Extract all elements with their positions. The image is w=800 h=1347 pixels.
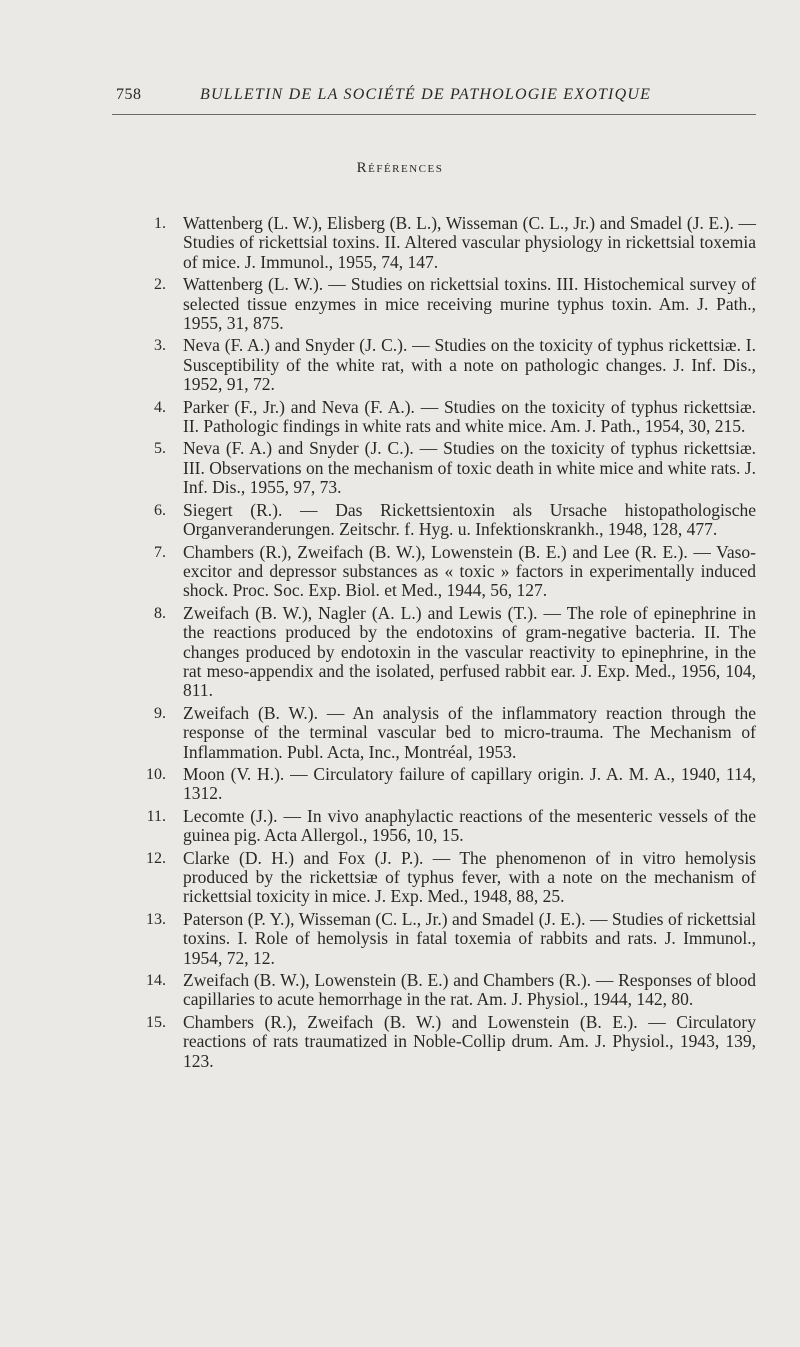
journal-title: BULLETIN DE LA SOCIÉTÉ DE PATHOLOGIE EXOTIQUE [200,86,652,103]
reference-number: 8. [154,604,166,622]
reference-number: 3. [154,337,166,355]
reference-text: Clarke (D. H.) and Fox (J. P.). — The phenomenon of in vitro hemolysis produced by the rickettsiæ of typhus fever, with a note on the mechanism of rickettsial toxicity in mice. J. Exp. Med., 1948, 88, 25. [183,847,756,907]
reference-item [126,910,756,968]
running-header [116,86,756,108]
reference-text: Wattenberg (L. W.). — Studies on rickettsial toxins. III. Histochemical survey of selected tissue enzymes in mice receiving murine typhus toxin. Am. J. Path., 1955, 31, 875. [183,274,756,334]
reference-item [126,501,756,540]
section-title: Références [356,160,444,176]
reference-text: Neva (F. A.) and Snyder (J. C.). — Studies on the toxicity of typhus rickettsiæ. III. Observations on the mechanism of toxic death in white mice and white rats. J. Inf. Dis., 1955, 97, 73. [183,438,756,498]
reference-number: 10. [146,765,166,783]
page-number: 758 [116,86,142,103]
reference-item [126,765,756,804]
reference-text: Lecomte (J.). — In vivo anaphylactic reactions of the mesenteric vessels of the guinea pig. Acta Allergol., 1956, 10, 15. [183,805,756,846]
reference-number: 5. [154,440,166,458]
reference-number: 11. [146,807,166,825]
reference-item [126,398,756,437]
reference-number: 14. [146,972,166,990]
reference-text: Neva (F. A.) and Snyder (J. C.). — Studies on the toxicity of typhus rickettsiæ. I. Susceptibility of the white rat, with a note on pathologic changes. J. Inf. Dis., 1952, 91, 72. [183,335,756,395]
reference-text: Chambers (R.), Zweifach (B. W.), Lowenstein (B. E.) and Lee (R. E.). — Vaso-excitor and depressor substances as « toxic » factors in experimentally induced shock. Proc. Soc. Exp. Biol. et Med., 1944, 56, 127. [183,541,756,601]
reference-item [126,336,756,394]
reference-item [126,275,756,333]
reference-number: 6. [154,501,166,519]
reference-number: 4. [154,398,166,416]
reference-text: Siegert (R.). — Das Rickettsientoxin als Ursache histopathologische Organveranderungen. Zeitschr. f. Hyg. u. Infektionskrankh., 1948, 128, 477. [183,499,756,540]
reference-number: 2. [154,276,166,294]
reference-text: Chambers (R.), Zweifach (B. W.) and Lowenstein (B. E.). — Circulatory reactions of rats traumatized in Noble-Collip drum. Am. J. Physiol., 1943, 139, 123. [183,1011,756,1071]
reference-item [126,543,756,601]
reference-item [126,604,756,701]
reference-item [126,439,756,497]
reference-number: 9. [154,704,166,722]
reference-item [126,807,756,846]
reference-text: Moon (V. H.). — Circulatory failure of capillary origin. J. A. M. A., 1940, 114, 1312. [183,763,756,804]
reference-item [126,704,756,762]
reference-item [126,849,756,907]
reference-item [126,214,756,272]
reference-number: 13. [146,910,166,928]
reference-text: Parker (F., Jr.) and Neva (F. A.). — Studies on the toxicity of typhus rickettsiæ. II. Pathologic findings in white rats and white mice. Am. J. Path., 1954, 30, 215. [183,396,756,437]
header-rule [112,114,756,115]
reference-text: Zweifach (B. W.), Lowenstein (B. E.) and Chambers (R.). — Responses of blood capillaries to acute hemorrhage in the rat. Am. J. Physiol., 1944, 142, 80. [183,970,756,1010]
reference-text: Zweifach (B. W.). — An analysis of the inflammatory reaction through the response of the terminal vascular bed to micro-trauma. The Mechanism of Inflammation. Publ. Acta, Inc., Montréal, 1953. [183,702,756,762]
reference-number: 15. [146,1013,166,1031]
reference-text: Wattenberg (L. W.), Elisberg (B. L.), Wisseman (C. L., Jr.) and Smadel (J. E.). — Studies of rickettsial toxins. II. Altered vascular physiology in rickettsial toxemia of mice. J. Immunol., 1955, 74, 147. [183,213,756,272]
reference-item [126,971,756,1010]
reference-text: Zweifach (B. W.), Nagler (A. L.) and Lewis (T.). — The role of epinephrine in the reactions produced by the endotoxins of gram-negative bacteria. II. The changes produced by endotoxin in the vascular reactivity to epinephrine, in the rat meso-appendix and the isolated, perfused rabbit ear. J. Exp. Med., 1956, 104, 811. [183,602,756,701]
reference-list [126,214,756,1074]
reference-number: 12. [146,849,166,867]
reference-number: 1. [154,215,166,232]
reference-item [126,1013,756,1071]
reference-text: Paterson (P. Y.), Wisseman (C. L., Jr.) and Smadel (J. E.). — Studies of rickettsial toxins. I. Role of hemolysis in fatal toxemia of rabbits and rats. J. Immunol., 1954, 72, 12. [183,908,756,968]
reference-number: 7. [154,543,166,561]
